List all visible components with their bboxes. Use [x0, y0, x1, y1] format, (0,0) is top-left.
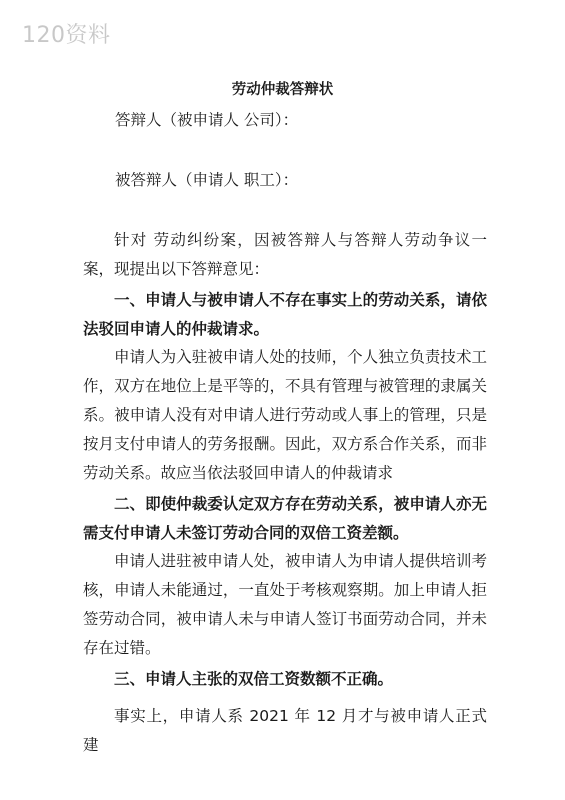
point1-heading: 一、申请人与被申请人不存在事实上的劳动关系，请依法驳回申请人的仲裁请求。 — [83, 291, 487, 338]
point3-body: 事实上，申请人系 2021 年 12 月才与被申请人正式建 — [83, 707, 487, 754]
watermark: 120资料 — [22, 23, 111, 48]
point3-heading: 三、申请人主张的双倍工资数额不正确。 — [114, 670, 394, 688]
document-title: 劳动仲裁答辩状 — [231, 82, 334, 98]
point2-heading: 二、即使仲裁委认定双方存在劳动关系，被申请人亦无需支付申请人未签订劳动合同的双倍工资差额。 — [83, 495, 487, 542]
point2-body: 申请人进驻被申请人处，被申请人为申请人提供培训考核，申请人未能通过，一直处于考核观察期。加上申请人拒签劳动合同，被申请人未与申请人签订书面劳动合同，并未存在过错。 — [83, 552, 487, 657]
point1-body: 申请人为入驻被申请人处的技师，个人独立负责技术工作，双方在地位上是平等的，不具有管理与被管理的隶属关系。被申请人没有对申请人进行劳动或人事上的管理，只是按月支付申请人的劳务报酬。因此，双方系合作关系，而非劳动关系。故应当依法驳回申请人的仲裁请求 — [83, 348, 487, 482]
applicant-line: 被答辩人（申请人 职工）： — [115, 171, 299, 189]
intro-paragraph: 针对 劳动纠纷案，因被答辩人与答辩人劳动争议一案，现提出以下答辩意见： — [83, 231, 487, 278]
respondent-line: 答辩人（被申请人 公司）： — [115, 111, 299, 129]
